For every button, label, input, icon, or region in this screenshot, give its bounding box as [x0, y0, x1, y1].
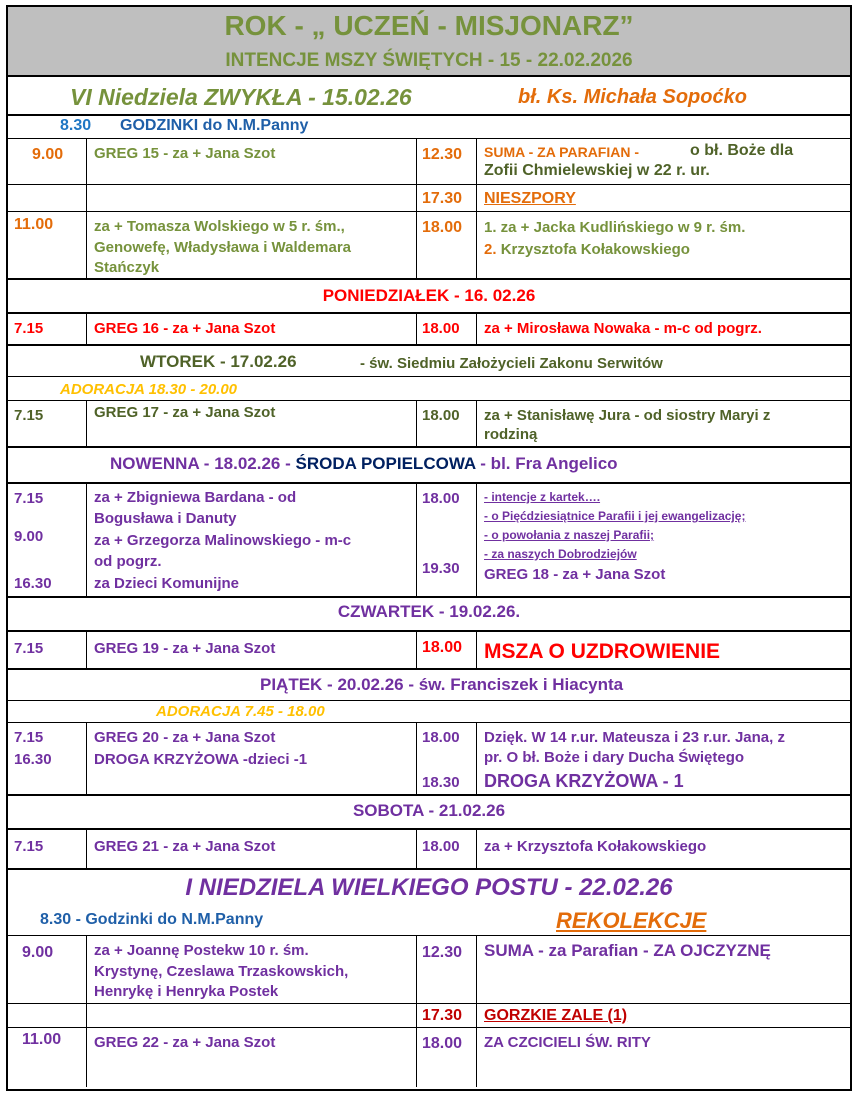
mass-intention: Zofii Chmielewskiej w 22 r. ur.	[484, 162, 710, 179]
column-divider	[416, 482, 417, 596]
column-divider	[476, 935, 477, 1087]
sunday1-godzinki-text: GODZINKI do N.M.Panny	[120, 117, 309, 134]
gorzkie-zale-label: GORZKIE ZALE (1)	[484, 1007, 628, 1024]
mass-intention: za + Stanisławę Jura - od siostry Maryi z	[484, 407, 771, 424]
divider	[8, 482, 850, 484]
sunday2-heading: I NIEDZIELA WIELKIEGO POSTU - 22.02.26	[185, 874, 673, 901]
mass-time: 7.15	[14, 490, 44, 507]
column-divider	[86, 722, 87, 794]
mass-time: 18.00	[422, 838, 460, 855]
divider	[8, 1027, 850, 1028]
page-title: ROK - „ UCZEŃ - MISJONARZ”	[224, 10, 634, 41]
tuesday-heading: WTOREK - 17.02.26	[140, 352, 297, 371]
intention-list-item: - za naszych Dobrodziejów	[484, 547, 637, 561]
suma-label: SUMA - za Parafian - ZA OJCZYZNĘ	[484, 941, 771, 960]
column-divider	[416, 312, 417, 344]
mass-time: 7.15	[14, 640, 44, 657]
divider	[8, 794, 850, 796]
mass-time: 7.15	[14, 407, 44, 424]
mass-intention: GREG 22 - za + Jana Szot	[94, 1034, 276, 1051]
column-divider	[416, 630, 417, 668]
divider	[8, 344, 850, 346]
mass-time: 16.30	[14, 751, 52, 768]
mass-intention: za Dzieci Komunijne	[94, 575, 240, 592]
column-divider	[476, 828, 477, 868]
divider	[8, 400, 850, 401]
column-divider	[476, 400, 477, 446]
column-divider	[416, 828, 417, 868]
divider	[8, 376, 850, 377]
mass-time: 18.00	[422, 1035, 463, 1052]
mass-time: 7.15	[14, 320, 44, 337]
mass-time: 12.30	[422, 944, 463, 961]
sunday2-godzinki: 8.30 - Godzinki do N.M.Panny	[40, 911, 264, 928]
divider	[8, 828, 850, 830]
mass-intention: GREG 19 - za + Jana Szot	[94, 640, 276, 657]
page-subtitle: INTENCJE MSZY ŚWIĘTYCH - 15 - 22.02.2026	[225, 50, 633, 71]
mass-time: 17.30	[422, 1007, 463, 1024]
mass-intention: GREG 20 - za + Jana Szot	[94, 729, 276, 746]
adoration-label: ADORACJA 18.30 - 20.00	[60, 381, 238, 398]
mass-intention: za + Zbigniewa Bardana - od	[94, 489, 297, 506]
divider	[8, 630, 850, 632]
divider	[8, 312, 850, 314]
list-text: Krzysztofa Kołakowskiego	[500, 241, 690, 258]
mass-intention: GREG 21 - za + Jana Szot	[94, 838, 276, 855]
mass-intention: GREG 18 - za + Jana Szot	[484, 566, 666, 583]
mass-intention: Dzięk. W 14 r.ur. Mateusza i 23 r.ur. Jana, z	[484, 729, 785, 746]
mass-intention: GREG 17 - za + Jana Szot	[94, 404, 276, 421]
wednesday-patron: - bl. Fra Angelico	[475, 454, 618, 473]
mass-intention: za + Tomasza Wolskiego w 5 r. śm.,	[94, 218, 345, 235]
mass-intention: o bł. Boże dla	[690, 142, 794, 159]
mass-time: 17.30	[422, 190, 463, 207]
divider	[8, 868, 850, 870]
divider	[8, 114, 850, 116]
divider	[8, 596, 850, 598]
mass-intention: Genowefę, Władysława i Waldemara	[94, 239, 352, 256]
mass-intention: rodziną	[484, 426, 538, 443]
mass-time: 9.00	[32, 146, 64, 163]
sunday1-date: VI Niedziela ZWYKŁA - 15.02.26	[70, 84, 412, 110]
mass-intention: za + Joannę Postekw 10 r. śm.	[94, 942, 309, 959]
column-divider	[476, 630, 477, 668]
mass-intention: GREG 16 - za + Jana Szot	[94, 320, 276, 337]
adoration-label: ADORACJA 7.45 - 18.00	[156, 703, 325, 720]
mass-time: 7.15	[14, 838, 44, 855]
column-divider	[86, 400, 87, 446]
divider	[8, 700, 850, 701]
column-divider	[86, 935, 87, 1087]
mass-time: 18.00	[422, 639, 463, 656]
suma-label: SUMA - ZA PARAFIAN -	[484, 144, 640, 160]
intention-list-item: - intencje z kartek….	[484, 490, 601, 504]
divider	[8, 184, 850, 185]
intention-list-item: - o Pięćdziesiątnice Parafii i jej ewangelizację;	[484, 509, 746, 523]
mass-intention: DROGA KRZYŻOWA -dzieci -1	[94, 751, 308, 768]
divider	[8, 1003, 850, 1004]
divider	[8, 446, 850, 448]
mass-time: 9.00	[22, 944, 54, 961]
column-divider	[86, 138, 87, 278]
mass-intention: Henrykę i Henryka Postek	[94, 983, 279, 1000]
mass-time: 19.30	[422, 560, 460, 577]
mass-intention: Stańczyk	[94, 259, 160, 276]
mass-time: 18.00	[422, 729, 460, 746]
divider	[8, 138, 850, 139]
list-number: 2.	[484, 241, 497, 258]
mass-intention: pr. O bł. Boże i dary Ducha Świętego	[484, 749, 745, 766]
rekolekcje-label: REKOLEKCJE	[556, 908, 707, 933]
mass-time: 11.00	[22, 1031, 62, 1048]
ash-wednesday-label: ŚRODA POPIELCOWA	[295, 454, 476, 473]
column-divider	[416, 400, 417, 446]
column-divider	[86, 482, 87, 596]
thursday-heading: CZWARTEK - 19.02.26.	[337, 602, 521, 621]
mass-time: 16.30	[14, 575, 52, 592]
tuesday-patron: - św. Siedmiu Założycieli Zakonu Serwitów	[360, 355, 663, 372]
monday-heading: PONIEDZIAŁEK - 16. 02.26	[322, 286, 536, 305]
mass-intention: za + Grzegorza Malinowskiego - m-c	[94, 532, 352, 549]
column-divider	[416, 935, 417, 1087]
mass-time: 18.30	[422, 774, 460, 791]
mass-intention: za + Krzysztofa Kołakowskiego	[484, 838, 707, 855]
divider	[8, 668, 850, 670]
vespers-label: NIESZPORY	[484, 190, 576, 207]
mass-intention: Bogusława i Danuty	[94, 510, 237, 527]
mass-time: 18.00	[422, 407, 460, 424]
wednesday-heading	[110, 454, 618, 474]
sunday1-patron: bł. Ks. Michała Sopoćko	[518, 86, 747, 108]
mass-time: 18.00	[422, 490, 460, 507]
column-divider	[476, 312, 477, 344]
mass-time: 12.30	[422, 146, 463, 163]
friday-heading: PIĄTEK - 20.02.26 - św. Franciszek i Hiacynta	[260, 675, 624, 694]
column-divider	[476, 722, 477, 794]
divider	[8, 935, 850, 936]
mass-time: 9.00	[14, 528, 44, 545]
column-divider	[476, 482, 477, 596]
column-divider	[416, 722, 417, 794]
column-divider	[86, 312, 87, 344]
mass-time: 18.00	[422, 320, 460, 337]
intention-list-item: - o powołania z naszej Parafii;	[484, 528, 655, 542]
column-divider	[416, 138, 417, 278]
mass-time: 7.15	[14, 729, 44, 746]
mass-intention	[484, 241, 690, 258]
novena-label: NOWENNA - 18.02.26 -	[110, 454, 296, 473]
column-divider	[86, 828, 87, 868]
column-divider	[476, 138, 477, 278]
divider	[8, 722, 850, 723]
mass-time: 18.00	[422, 219, 463, 236]
mass-intention: ZA CZCICIELI ŚW. RITY	[484, 1034, 651, 1051]
healing-mass-label: MSZA O UZDROWIENIE	[484, 640, 721, 663]
mass-time: 11.00	[14, 216, 54, 233]
mass-intention: od pogrz.	[94, 553, 162, 570]
mass-intention: za + Mirosława Nowaka - m-c od pogrz.	[484, 320, 762, 337]
column-divider	[86, 630, 87, 668]
mass-intention: 1. za + Jacka Kudlińskiego w 9 r. śm.	[484, 219, 746, 236]
mass-intention: Krystynę, Czeslawa Trzaskowskich,	[94, 963, 349, 980]
way-of-cross-label: DROGA KRZYŻOWA - 1	[484, 771, 684, 791]
saturday-heading: SOBOTA - 21.02.26	[352, 801, 506, 820]
divider	[8, 278, 850, 280]
sunday1-heading	[70, 84, 412, 111]
sunday1-godzinki-time: 8.30	[60, 117, 92, 134]
divider	[8, 211, 850, 212]
mass-intention: GREG 15 - za + Jana Szot	[94, 145, 276, 162]
